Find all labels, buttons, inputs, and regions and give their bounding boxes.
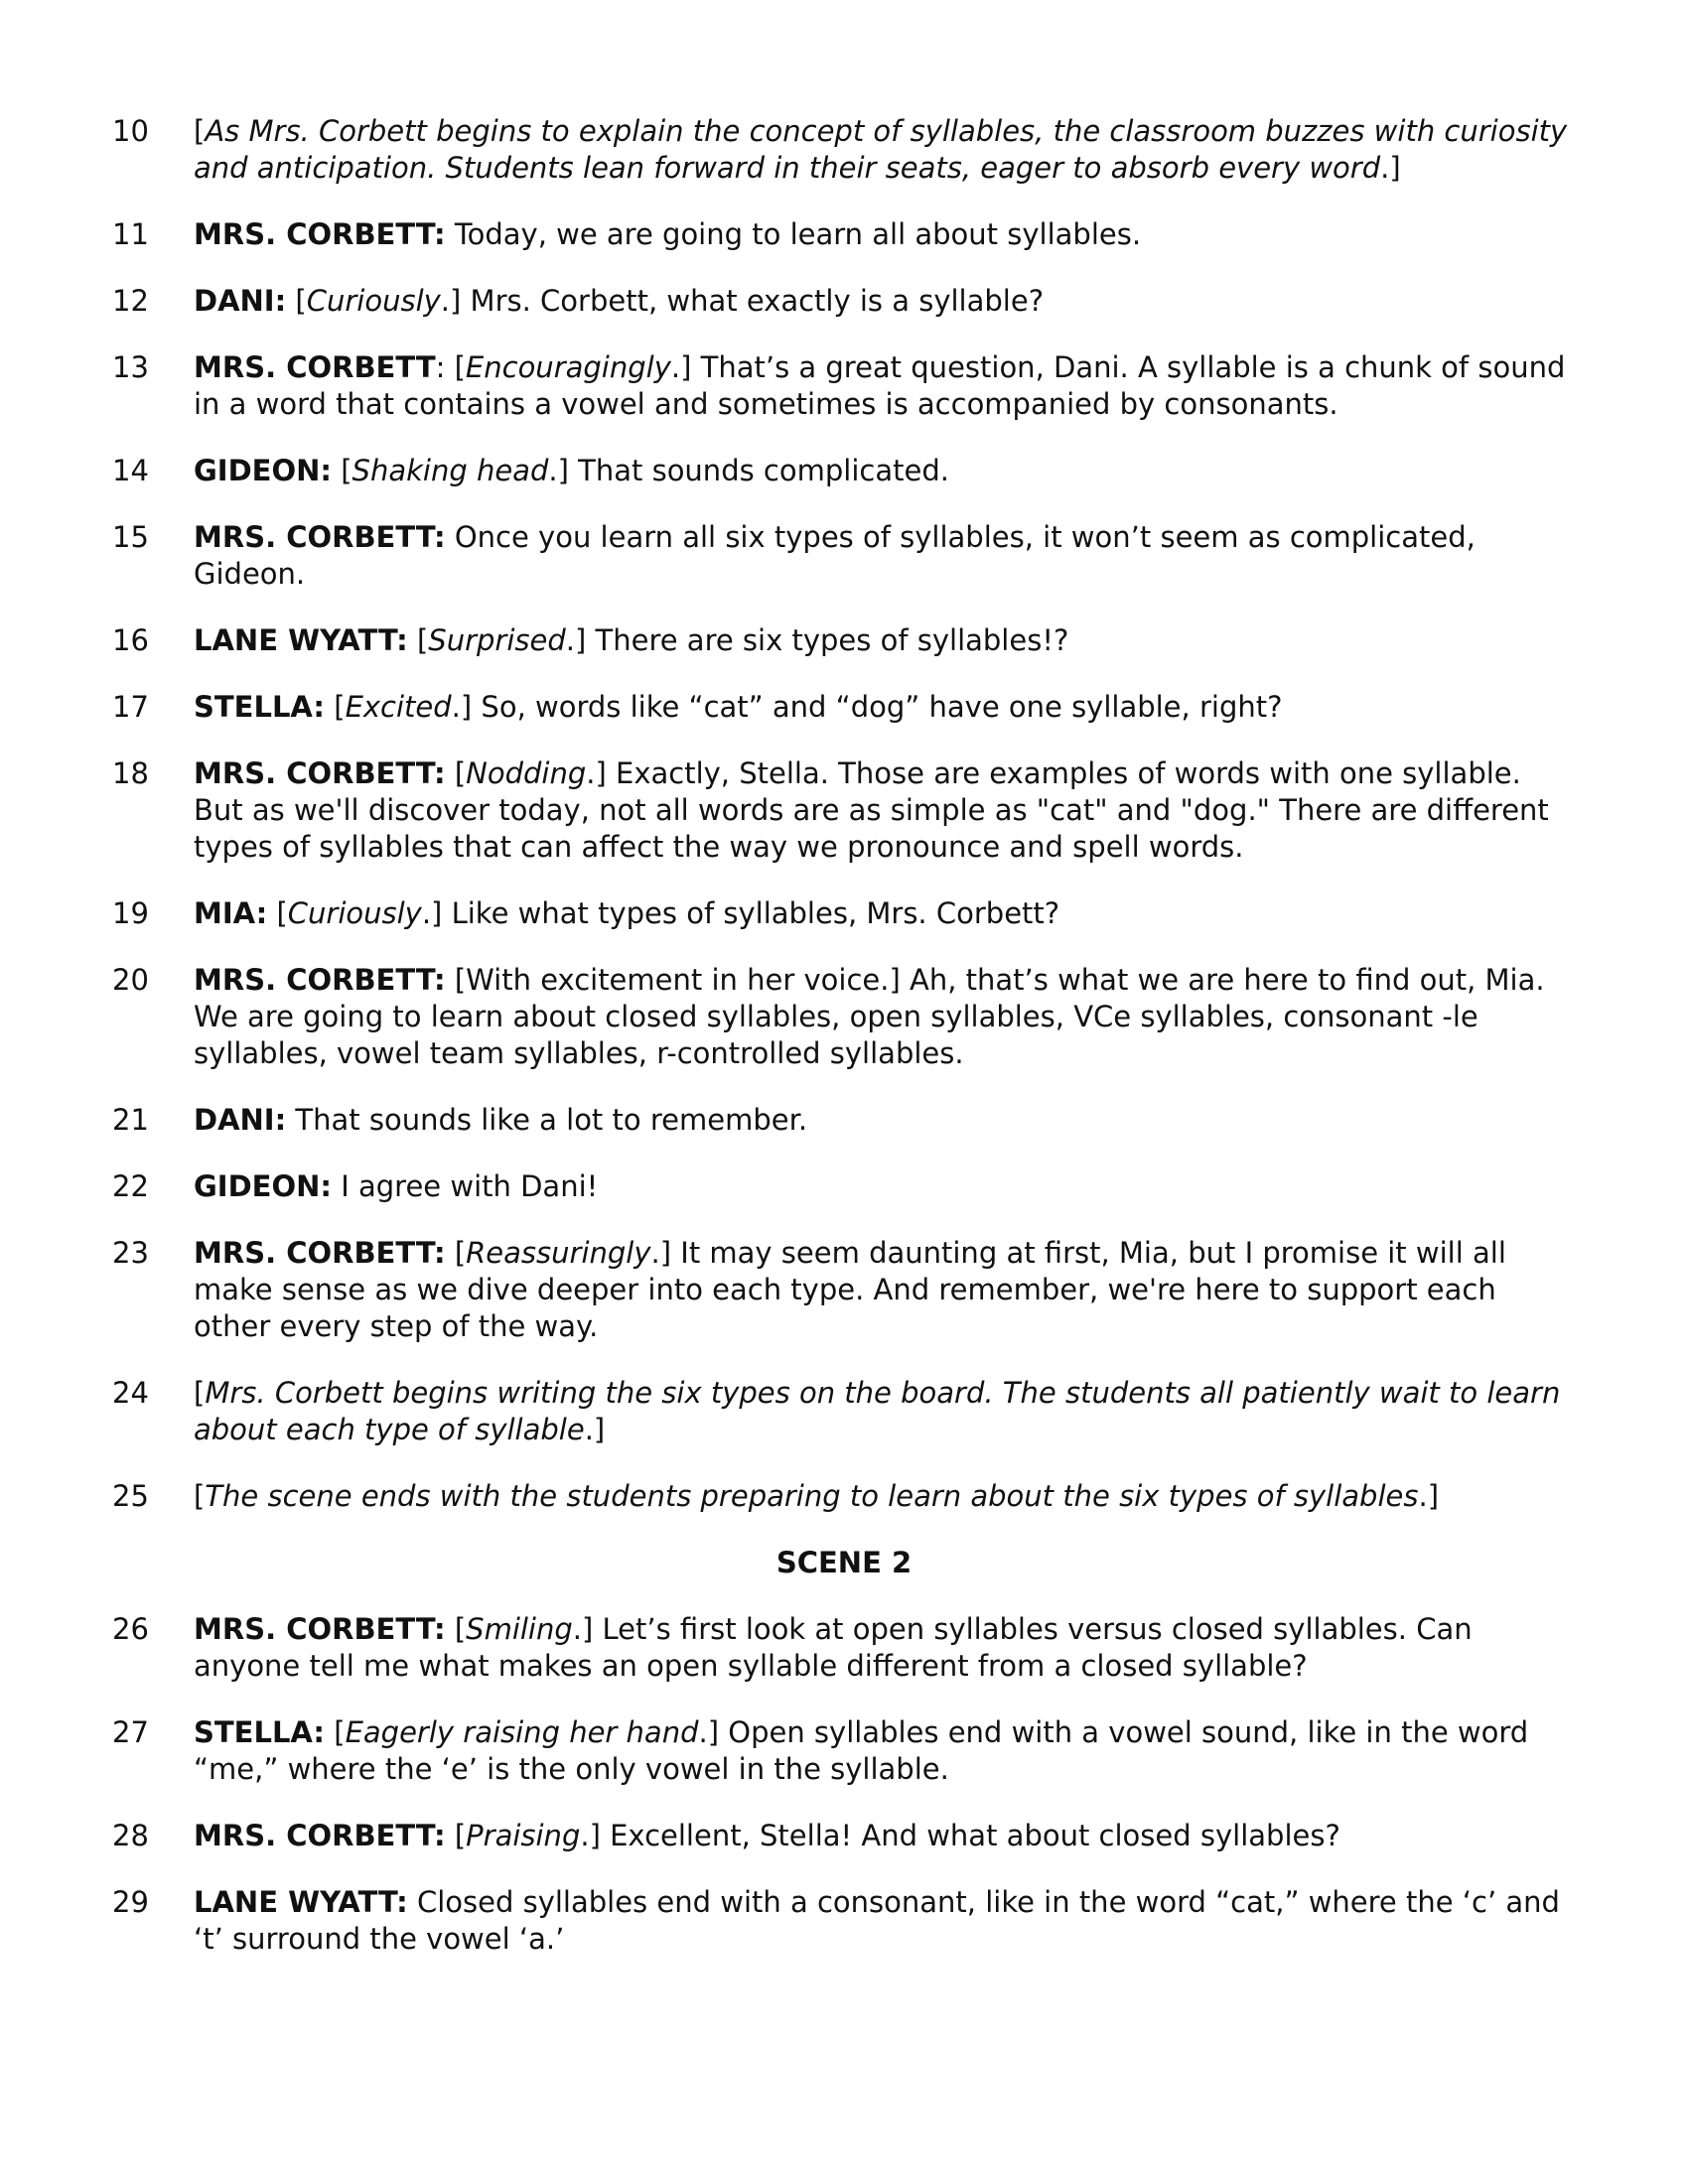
dialogue-text: [ (445, 756, 467, 790)
dialogue-text: .] It may seem daunting at first, Mia, but I promise it will all make sense as we dive deeper into each type. And remember, we're here to support each other every step of the way. (194, 1236, 1506, 1343)
script-line (0, 1611, 1688, 1685)
line-text (194, 895, 1579, 932)
dialogue-text: .] Open syllables end with a vowel sound, like in the word “me,” where the ‘e’ is the only vowel in the syllable. (194, 1715, 1529, 1786)
stage-direction: Eagerly raising her hand (345, 1715, 699, 1749)
dialogue-text: That sounds like a lot to remember. (286, 1103, 808, 1137)
script-line (0, 1884, 1688, 1958)
line-number: 28 (112, 1819, 149, 1852)
script-line (0, 1102, 1688, 1139)
line-text (194, 1235, 1579, 1345)
line-text (194, 1611, 1579, 1685)
script-line (0, 283, 1688, 320)
line-number: 18 (112, 756, 149, 790)
dialogue-text: [ (267, 896, 288, 930)
script-line (0, 895, 1688, 932)
line-text (194, 453, 1579, 489)
line-text (194, 962, 1579, 1072)
dialogue-text: [ (194, 1479, 206, 1513)
stage-direction: The scene ends with the students preparing to learn about the six types of syllables (205, 1479, 1419, 1513)
dialogue-text: .] Like what types of syllables, Mrs. Corbett? (421, 896, 1060, 930)
line-text (194, 1478, 1579, 1515)
line-text (194, 689, 1579, 726)
dialogue-text: : [ (435, 350, 466, 384)
script-line (0, 962, 1688, 1072)
speaker-name: MRS. CORBETT: (194, 963, 446, 997)
speaker-name: GIDEON: (194, 1169, 332, 1203)
line-number: 29 (112, 1885, 149, 1919)
dialogue-text: .] There are six types of syllables!? (565, 623, 1069, 657)
line-text (194, 1818, 1579, 1854)
script-line (0, 1168, 1688, 1205)
script-line (0, 453, 1688, 489)
line-number: 10 (112, 114, 149, 148)
line-text (194, 283, 1579, 320)
line-number: 26 (112, 1612, 149, 1646)
stage-direction: Curiously (287, 896, 422, 930)
line-text (194, 1375, 1579, 1448)
script-line (0, 519, 1688, 593)
script-line (0, 1478, 1688, 1515)
line-text (194, 216, 1579, 253)
stage-direction: Nodding (466, 756, 587, 790)
dialogue-text: .] Exactly, Stella. Those are examples of words with one syllable. But as we'll discover today, not all words are as simple as "cat" and "dog." There are different types of syllables that can affect the way we pronounce and spell words. (194, 756, 1549, 864)
dialogue-text: [ (332, 454, 352, 487)
line-number: 19 (112, 896, 149, 930)
script-line (0, 1714, 1688, 1788)
script-line (0, 216, 1688, 253)
line-number: 20 (112, 963, 149, 997)
line-number: 23 (112, 1236, 149, 1270)
script-line (0, 689, 1688, 726)
stage-direction: Excited (345, 690, 452, 724)
line-number: 13 (112, 350, 149, 384)
stage-direction: As Mrs. Corbett begins to explain the concept of syllables, the classroom buzzes with curiosity and anticipation. Students lean forward in their seats, eager to absorb every word (194, 114, 1568, 185)
speaker-name: MRS. CORBETT: (194, 1819, 446, 1852)
line-number: 16 (112, 623, 149, 657)
line-text (194, 1168, 1579, 1205)
dialogue-text: [ (445, 1819, 467, 1852)
line-text (194, 1884, 1579, 1958)
line-number: 12 (112, 284, 149, 318)
speaker-name: MRS. CORBETT: (194, 217, 446, 251)
line-text (194, 113, 1579, 187)
stage-direction: Mrs. Corbett begins writing the six types on the board. The students all patiently wait to learn about each type of syllable (194, 1376, 1561, 1446)
line-text (194, 755, 1579, 866)
dialogue-text: .] That’s a great question, Dani. A syllable is a chunk of sound in a word that contains a vowel and sometimes is accompanied by consonants. (194, 350, 1566, 421)
dialogue-text: .] So, words like “cat” and “dog” have one syllable, right? (451, 690, 1283, 724)
script-line (0, 1375, 1688, 1448)
dialogue-text: [ (325, 690, 346, 724)
line-number: 15 (112, 520, 149, 554)
speaker-name: GIDEON: (194, 454, 332, 487)
dialogue-text: [ (445, 1612, 467, 1646)
line-number: 22 (112, 1169, 149, 1203)
speaker-name: LANE WYATT: (194, 623, 408, 657)
speaker-name: MRS. CORBETT: (194, 520, 446, 554)
script-line (0, 349, 1688, 423)
speaker-name: LANE WYATT: (194, 1885, 408, 1919)
stage-direction: Reassuringly (466, 1236, 651, 1270)
line-number: 27 (112, 1715, 149, 1749)
script-line (0, 113, 1688, 187)
line-text (194, 1102, 1579, 1139)
dialogue-text: [With excitement in her voice.] Ah, that’s what we are here to find out, Mia. We are going to learn about closed syllables, open syllables, VCe syllables, consonant -le syllables, vowel team syllables, r-controlled syllables. (194, 963, 1545, 1070)
speaker-name: MIA: (194, 896, 268, 930)
dialogue-text: .] (584, 1413, 606, 1446)
dialogue-text: Once you learn all six types of syllables, it won’t seem as complicated, Gideon. (194, 520, 1476, 591)
script-line (0, 1818, 1688, 1854)
stage-direction: Surprised (428, 623, 566, 657)
speaker-name: DANI: (194, 284, 287, 318)
stage-direction: Shaking head (352, 454, 549, 487)
line-text (194, 519, 1579, 593)
stage-direction: Encouragingly (465, 350, 671, 384)
dialogue-text: .] That sounds complicated. (548, 454, 949, 487)
speaker-name: DANI: (194, 1103, 287, 1137)
script-line (0, 755, 1688, 866)
dialogue-text: [ (194, 1376, 206, 1410)
speaker-name: MRS. CORBETT: (194, 1236, 446, 1270)
speaker-name: MRS. CORBETT (194, 350, 436, 384)
dialogue-text: .] (1380, 151, 1401, 185)
dialogue-text: [ (325, 1715, 346, 1749)
speaker-name: MRS. CORBETT: (194, 1612, 446, 1646)
scene-heading: SCENE 2 (775, 1546, 913, 1579)
dialogue-text: .] (1418, 1479, 1440, 1513)
dialogue-text: Closed syllables end with a consonant, like in the word “cat,” where the ‘c’ and ‘t’ surround the vowel ‘a.’ (194, 1885, 1560, 1956)
line-number: 14 (112, 454, 149, 487)
dialogue-text: [ (286, 284, 307, 318)
dialogue-text: Today, we are going to learn all about syllables. (445, 217, 1142, 251)
dialogue-text: .] Let’s first look at open syllables versus closed syllables. Can anyone tell me what makes an open syllable different from a closed syllable? (194, 1612, 1473, 1683)
speaker-name: STELLA: (194, 690, 326, 724)
line-text (194, 1714, 1579, 1788)
dialogue-text: [ (194, 114, 206, 148)
line-text (194, 349, 1579, 423)
speaker-name: MRS. CORBETT: (194, 756, 446, 790)
script-lines (0, 113, 1688, 1987)
dialogue-text: .] Mrs. Corbett, what exactly is a syllable? (440, 284, 1045, 318)
stage-direction: Curiously (306, 284, 441, 318)
line-number: 21 (112, 1103, 149, 1137)
script-line (0, 622, 1688, 659)
dialogue-text: [ (445, 1236, 467, 1270)
line-text (194, 622, 1579, 659)
dialogue-text: [ (407, 623, 429, 657)
stage-direction: Praising (466, 1819, 581, 1852)
script-line (0, 1235, 1688, 1345)
line-number: 17 (112, 690, 149, 724)
line-number: 25 (112, 1479, 149, 1513)
dialogue-text: I agree with Dani! (332, 1169, 599, 1203)
line-number: 11 (112, 217, 149, 251)
dialogue-text: .] Excellent, Stella! And what about closed syllables? (580, 1819, 1340, 1852)
speaker-name: STELLA: (194, 1715, 326, 1749)
stage-direction: Smiling (466, 1612, 573, 1646)
line-number: 24 (112, 1376, 149, 1410)
